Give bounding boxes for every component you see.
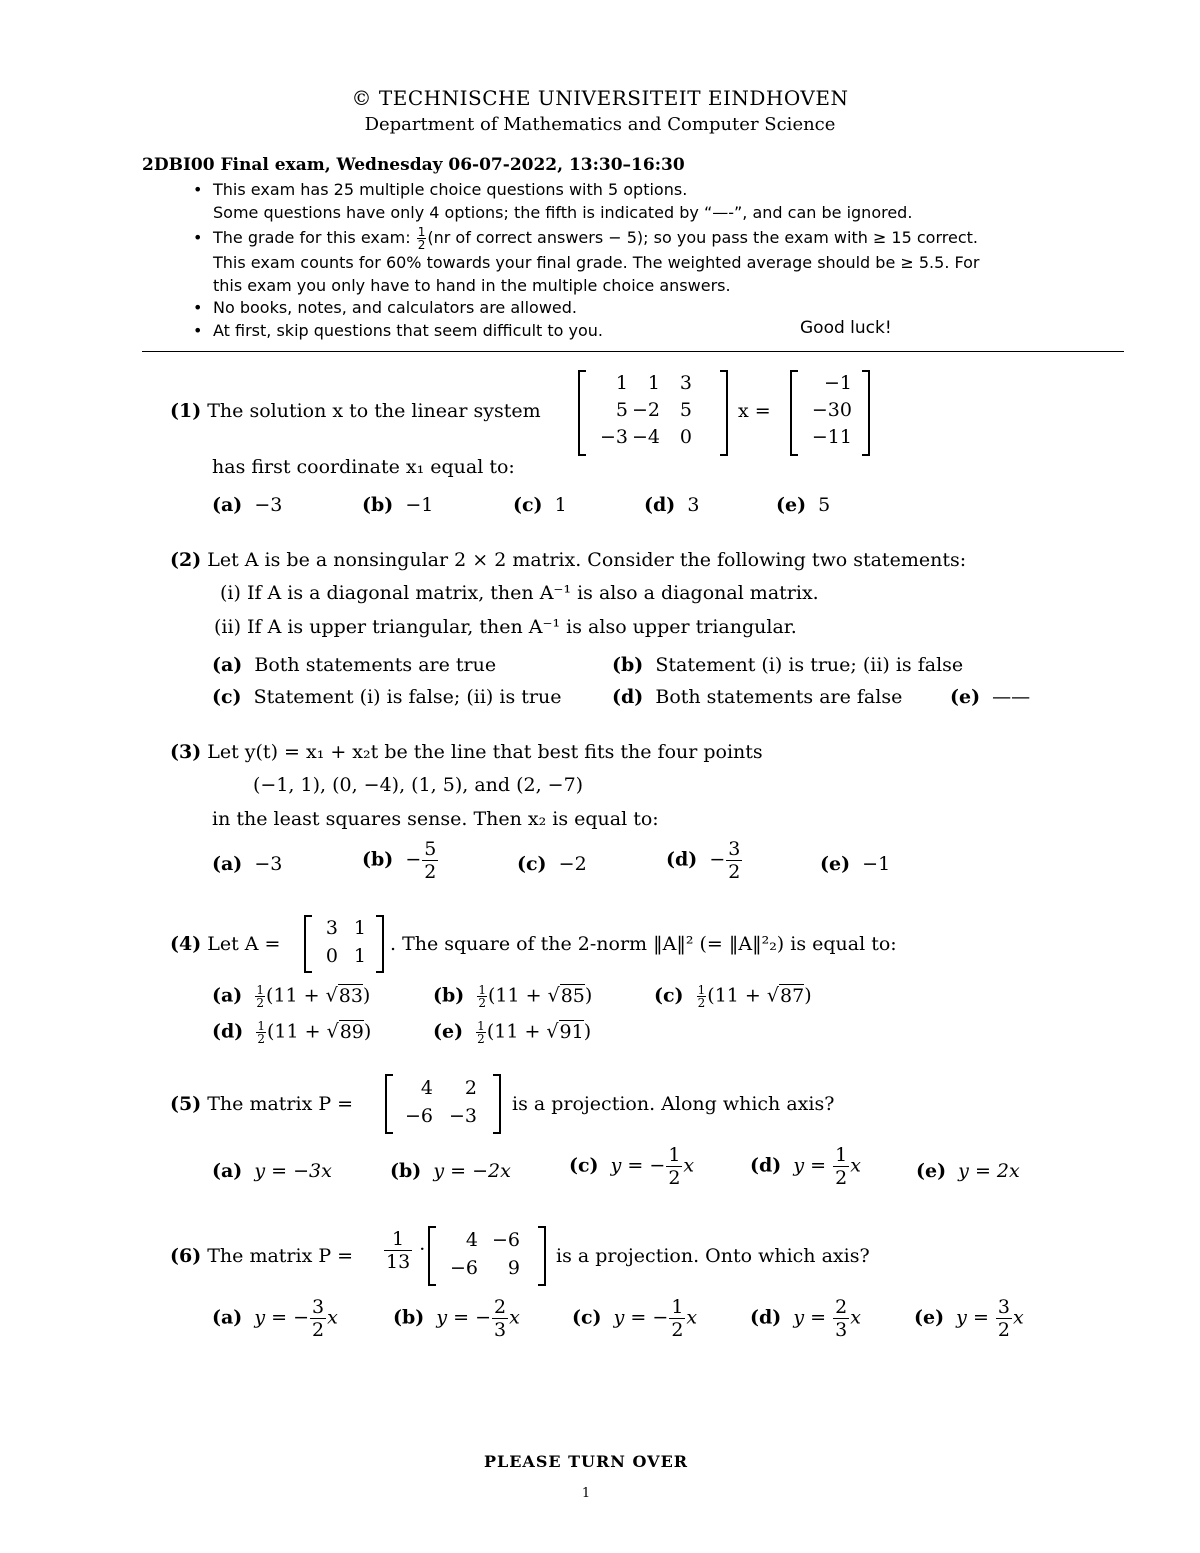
matrix-cell: −4 (631, 426, 660, 448)
question-text: Let y(t) = x₁ + x₂t be the line that best fits the four points (207, 741, 763, 763)
matrix-cell: 4 (420, 1077, 433, 1099)
q2-option-e[interactable]: (e) —— (950, 686, 1031, 708)
question-1-followup: has first coordinate x₁ equal to: (212, 456, 515, 478)
university-name: TECHNISCHE UNIVERSITEIT EINDHOVEN (378, 86, 849, 110)
q6-option-b[interactable]: (b) y = − $\frac{2}{3}$ x (393, 1296, 520, 1341)
q5-option-a[interactable]: (a) y = −3x (212, 1160, 332, 1182)
q1-option-a[interactable]: (a) −3 (212, 494, 283, 516)
page-number: 1 (581, 1486, 591, 1501)
q6-option-d[interactable]: (d) y = $\frac{2}{3}$ x (750, 1296, 861, 1341)
bullet-text: The grade for this exam: (213, 228, 416, 247)
q1-coefficient-matrix (578, 370, 728, 456)
instruction-bullet-2 (193, 226, 980, 297)
matrix-cell: 5 (679, 399, 692, 421)
department-name: Department of Mathematics and Computer Science (364, 114, 836, 135)
question-text: Let A = (207, 933, 281, 955)
question-number: (4) (170, 933, 202, 955)
matrix-cell: 9 (507, 1257, 520, 1279)
matrix-cell: 1 (353, 917, 366, 939)
q6-matrix (428, 1226, 546, 1286)
question-4-stem (170, 933, 280, 955)
q2-statement-2: (ii) If A is upper triangular, then A⁻¹ is also upper triangular. (214, 616, 797, 638)
question-number: (2) (170, 549, 202, 571)
question-5-stem (170, 1093, 353, 1115)
question-6-text: is a projection. Onto which axis? (556, 1245, 870, 1267)
q2-option-b[interactable]: (b) Statement (i) is true; (ii) is false (612, 654, 964, 676)
vector-cell: −11 (811, 426, 852, 448)
question-text: Let A is be a nonsingular 2 × 2 matrix. Consider the following two statements: (207, 549, 967, 571)
instruction-bullet-1 (193, 178, 912, 224)
question-3-followup: in the least squares sense. Then x₂ is equal to: (212, 808, 659, 830)
bullet-icon: • (193, 180, 203, 199)
question-6-stem (170, 1245, 353, 1267)
matrix-cell: −6 (491, 1229, 520, 1251)
question-2-stem (170, 549, 966, 571)
q1-rhs-vector (790, 370, 870, 456)
matrix-cell: −6 (449, 1257, 478, 1279)
question-3-stem (170, 741, 763, 763)
question-number: (5) (170, 1093, 202, 1115)
question-number: (6) (170, 1245, 202, 1267)
bullet-text: (nr of correct answers − 5); so you pass the exam with ≥ 15 correct. (427, 228, 978, 247)
matrix-cell: 0 (679, 426, 692, 448)
bullet-icon: • (193, 298, 203, 317)
instruction-bullet-3 (193, 296, 577, 319)
question-number: (1) (170, 400, 202, 422)
question-5-text: is a projection. Along which axis? (512, 1093, 835, 1115)
question-1-stem (170, 400, 541, 422)
q4-option-c[interactable]: (c) $\frac{1}{2}$ (11 + √87) (654, 983, 812, 1010)
question-number: (3) (170, 741, 202, 763)
q2-option-a[interactable]: (a) Both statements are true (212, 654, 497, 676)
exam-title: 2DBI00 Final exam, Wednesday 06-07-2022, 13:30–16:30 (142, 155, 685, 175)
matrix-cell: 1 (615, 372, 628, 394)
q6-option-a[interactable]: (a) y = − $\frac{3}{2}$ x (212, 1296, 338, 1341)
good-luck: Good luck! (800, 318, 892, 338)
bullet-text: This exam has 25 multiple choice questions with 5 options. (213, 180, 688, 199)
matrix-cell: 3 (325, 917, 338, 939)
matrix-cell: 1 (647, 372, 660, 394)
vector-cell: −1 (823, 372, 852, 394)
q1-option-b[interactable]: (b) −1 (362, 494, 434, 516)
matrix-cell: 4 (465, 1229, 478, 1251)
bullet-text: No books, notes, and calculators are allowed. (213, 298, 578, 317)
q6-option-e[interactable]: (e) y = $\frac{3}{2}$ x (914, 1296, 1024, 1341)
q5-option-d[interactable]: (d) y = $\frac{1}{2}$ x (750, 1144, 861, 1189)
q4-matrix (304, 915, 384, 973)
bullet-text: this exam you only have to hand in the multiple choice answers. (213, 276, 731, 295)
bullet-text: This exam counts for 60% towards your final grade. The weighted average should be ≥ 5.5. For (213, 253, 980, 272)
header-divider (142, 351, 1124, 352)
half-fraction: $\frac{1}{2}$ (417, 225, 426, 252)
vector-cell: −30 (811, 399, 852, 421)
q1-option-d[interactable]: (d) 3 (644, 494, 700, 516)
q5-option-e[interactable]: (e) y = 2x (916, 1160, 1020, 1182)
q3-option-c[interactable]: (c) −2 (517, 853, 587, 875)
matrix-cell: 1 (353, 945, 366, 967)
q1-equals: x = (738, 400, 771, 422)
matrix-cell: 3 (679, 372, 692, 394)
question-text: The matrix P = (207, 1245, 354, 1267)
q5-matrix (385, 1074, 501, 1134)
turn-over-note: PLEASE TURN OVER (483, 1452, 689, 1471)
matrix-cell: −3 (448, 1105, 477, 1127)
q6-scalar: $\frac{1}{13}$ · (386, 1228, 426, 1273)
q2-statement-1: (i) If A is a diagonal matrix, then A⁻¹ is also a diagonal matrix. (220, 582, 819, 604)
question-4-text: . The square of the 2-norm ‖A‖² (= ‖A‖²₂) is equal to: (390, 933, 897, 955)
university-header (0, 86, 1200, 110)
bullet-icon: • (193, 321, 203, 340)
q5-option-b[interactable]: (b) y = −2x (390, 1160, 511, 1182)
q4-option-e[interactable]: (e) $\frac{1}{2}$ (11 + √91) (433, 1019, 592, 1046)
matrix-cell: −3 (599, 426, 628, 448)
bullet-text: At first, skip questions that seem difficult to you. (213, 321, 604, 340)
q5-option-c[interactable]: (c) y = − $\frac{1}{2}$ x (569, 1144, 695, 1189)
question-text: The matrix P = (207, 1093, 354, 1115)
bullet-text: Some questions have only 4 options; the fifth is indicated by “—-”, and can be ignored. (213, 203, 913, 222)
q4-option-a[interactable]: (a) $\frac{1}{2}$ (11 + √83) (212, 983, 371, 1010)
question-text: The solution x to the linear system (207, 400, 541, 422)
matrix-cell: −6 (404, 1105, 433, 1127)
instruction-bullet-4 (193, 319, 603, 342)
matrix-cell: 2 (464, 1077, 477, 1099)
q3-option-b[interactable]: (b) − $\frac{5}{2}$ (362, 838, 437, 883)
q3-option-d[interactable]: (d) − $\frac{3}{2}$ (666, 838, 741, 883)
q4-option-b[interactable]: (b) $\frac{1}{2}$ (11 + √85) (433, 983, 593, 1010)
q4-option-d[interactable]: (d) $\frac{1}{2}$ (11 + √89) (212, 1019, 372, 1046)
q2-option-c[interactable]: (c) Statement (i) is false; (ii) is true (212, 686, 562, 708)
bullet-icon: • (193, 228, 203, 247)
q3-option-e[interactable]: (e) −1 (820, 853, 891, 875)
q3-option-a[interactable]: (a) −3 (212, 853, 283, 875)
matrix-cell: 5 (615, 399, 628, 421)
matrix-cell: 0 (325, 945, 338, 967)
q2-option-d[interactable]: (d) Both statements are false (612, 686, 903, 708)
copyright-icon: © (351, 86, 373, 110)
q1-option-e[interactable]: (e) 5 (776, 494, 831, 516)
q6-option-c[interactable]: (c) y = − $\frac{1}{2}$ x (572, 1296, 698, 1341)
q3-points: (−1, 1), (0, −4), (1, 5), and (2, −7) (253, 774, 584, 796)
q1-option-c[interactable]: (c) 1 (513, 494, 567, 516)
matrix-cell: −2 (631, 399, 660, 421)
